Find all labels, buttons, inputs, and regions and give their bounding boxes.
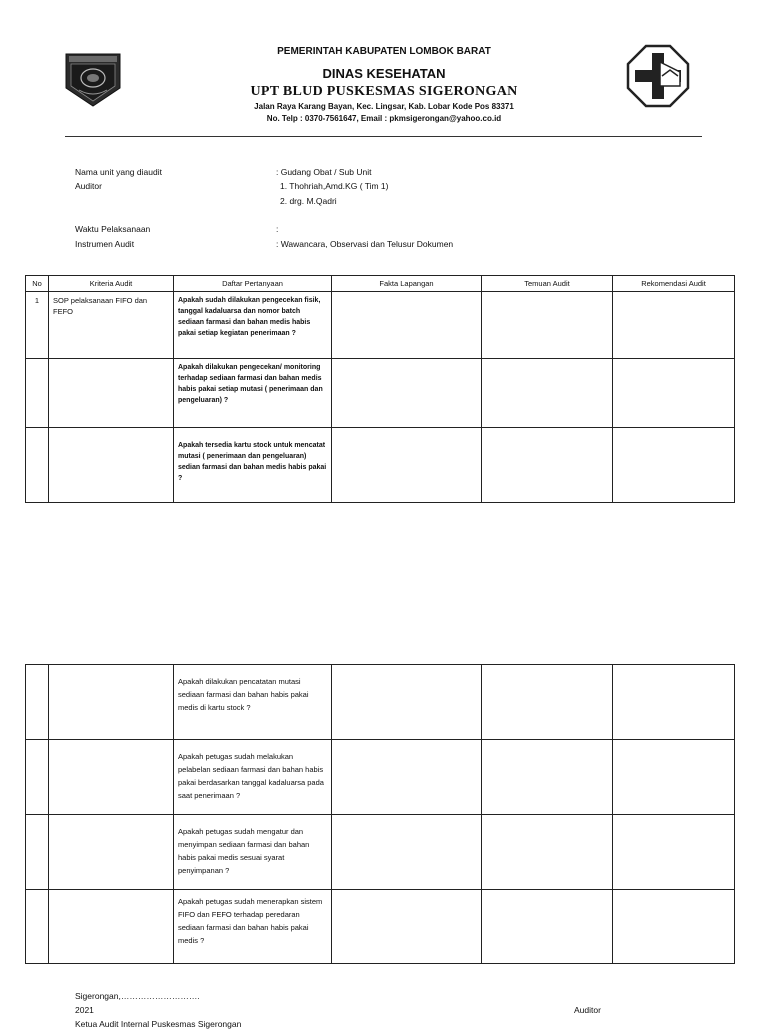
fakta-cell[interactable] xyxy=(332,359,482,428)
header-divider xyxy=(65,136,702,137)
unit-label: Nama unit yang diaudit xyxy=(75,167,162,177)
auditor-1: 1. Thohriah,Amd.KG ( Tim 1) xyxy=(280,181,389,191)
audit-table-page2 xyxy=(25,664,735,964)
header-contact: No. Telp : 0370-7561647, Email : pkmsigerongan@yahoo.co.id xyxy=(266,114,502,123)
waktu-value: : xyxy=(276,224,279,234)
fakta-cell[interactable] xyxy=(332,665,482,740)
kriteria-cell: SOP pelaksanaan FIFO dan FEFO xyxy=(49,292,174,359)
row-number xyxy=(26,815,49,890)
kriteria-cell xyxy=(49,740,174,815)
kriteria-cell xyxy=(49,815,174,890)
kriteria-cell xyxy=(49,665,174,740)
table-row xyxy=(26,359,735,428)
table-row xyxy=(26,890,735,964)
instrumen-label: Instrumen Audit xyxy=(75,239,135,249)
audit-table-page1 xyxy=(25,275,735,503)
header-government: PEMERINTAH KABUPATEN LOMBOK BARAT xyxy=(277,46,491,57)
temuan-cell[interactable] xyxy=(482,428,613,503)
auditor-label: Auditor xyxy=(75,181,102,191)
rekomendasi-cell[interactable] xyxy=(613,740,735,815)
signature-year: 2021 xyxy=(75,1005,94,1015)
signature-auditor: Auditor xyxy=(574,1005,601,1015)
unit-value: : Gudang Obat / Sub Unit xyxy=(276,167,372,177)
signature-place-date: Sigerongan,………………………. xyxy=(75,991,200,1001)
rekomendasi-cell[interactable] xyxy=(613,428,735,503)
auditor-2: 2. drg. M.Qadri xyxy=(280,196,337,206)
question-cell: Apakah tersedia kartu stock untuk mencatat mutasi ( penerimaan dan pengeluaran) sedian farmasi dan bahan medis habis pakai ? xyxy=(174,428,332,503)
header-institution: UPT BLUD PUSKESMAS SIGERONGAN xyxy=(250,84,518,99)
temuan-cell[interactable] xyxy=(482,740,613,815)
temuan-cell[interactable] xyxy=(482,815,613,890)
table-row xyxy=(26,428,735,503)
table-row xyxy=(26,665,735,740)
row-number xyxy=(26,428,49,503)
question-cell: Apakah petugas sudah menerapkan sistem FIFO dan FEFO terhadap peredaran sediaan farmasi dan bahan habis pakai medis ? xyxy=(174,890,332,964)
fakta-cell[interactable] xyxy=(332,890,482,964)
temuan-cell[interactable] xyxy=(482,665,613,740)
fakta-cell[interactable] xyxy=(332,292,482,359)
table-header-row xyxy=(26,276,735,292)
waktu-label: Waktu Pelaksanaan xyxy=(75,224,151,234)
fakta-cell[interactable] xyxy=(332,815,482,890)
col-header-kriteria: Kriteria Audit xyxy=(49,276,174,292)
temuan-cell[interactable] xyxy=(482,359,613,428)
header-address: Jalan Raya Karang Bayan, Kec. Lingsar, Kab. Lobar Kode Pos 83371 xyxy=(254,102,514,111)
rekomendasi-cell[interactable] xyxy=(613,359,735,428)
fakta-cell[interactable] xyxy=(332,740,482,815)
col-header-no: No xyxy=(26,276,49,292)
kriteria-cell xyxy=(49,359,174,428)
temuan-cell[interactable] xyxy=(482,890,613,964)
kriteria-cell xyxy=(49,890,174,964)
col-header-rekomendasi: Rekomendasi Audit xyxy=(613,276,735,292)
row-number xyxy=(26,890,49,964)
instrumen-value: : Wawancara, Observasi dan Telusur Dokumen xyxy=(276,239,454,249)
row-number xyxy=(26,740,49,815)
row-number: 1 xyxy=(26,292,49,359)
question-cell: Apakah petugas sudah mengatur dan menyimpan sediaan farmasi dan bahan habis pakai medis sesuai syarat penyimpanan ? xyxy=(174,815,332,890)
rekomendasi-cell[interactable] xyxy=(613,665,735,740)
row-number xyxy=(26,359,49,428)
table-row xyxy=(26,740,735,815)
fakta-cell[interactable] xyxy=(332,428,482,503)
rekomendasi-cell[interactable] xyxy=(613,890,735,964)
row-number xyxy=(26,665,49,740)
kriteria-cell xyxy=(49,428,174,503)
rekomendasi-cell[interactable] xyxy=(613,292,735,359)
table-row xyxy=(26,815,735,890)
signature-ketua: Ketua Audit Internal Puskesmas Sigerongan xyxy=(75,1019,242,1029)
question-cell: Apakah petugas sudah melakukan pelabelan sediaan farmasi dan bahan habis pakai berdasarkan tanggal kadaluarsa pada saat penerimaan ? xyxy=(174,740,332,815)
header-department: DINAS KESEHATAN xyxy=(322,66,446,81)
rekomendasi-cell[interactable] xyxy=(613,815,735,890)
col-header-temuan: Temuan Audit xyxy=(482,276,613,292)
question-cell: Apakah dilakukan pencatatan mutasi sediaan farmasi dan bahan habis pakai medis di kartu stock ? xyxy=(174,665,332,740)
table-row xyxy=(26,292,735,359)
temuan-cell[interactable] xyxy=(482,292,613,359)
col-header-fakta: Fakta Lapangan xyxy=(332,276,482,292)
question-cell: Apakah sudah dilakukan pengecekan fisik, tanggal kadaluarsa dan nomor batch sediaan farmasi dan bahan medis habis pakai setiap kegiatan penerimaan ? xyxy=(174,292,332,359)
question-cell: Apakah dilakukan pengecekan/ monitoring terhadap sediaan farmasi dan bahan medis habis pakai setiap mutasi ( penerimaan dan pengeluaran) ? xyxy=(174,359,332,428)
col-header-pertanyaan: Daftar Pertanyaan xyxy=(174,276,332,292)
